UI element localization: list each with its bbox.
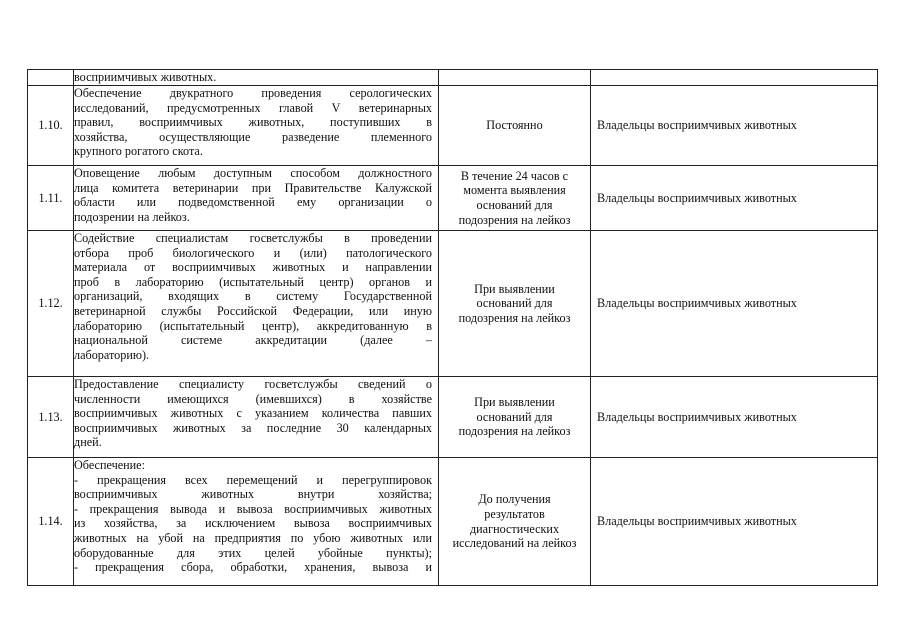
description-line: - прекращения сбора, обработки, хранения, вывоза и	[74, 560, 432, 575]
measure-description	[74, 377, 439, 458]
description-line: лабораторию (испытательный центр), аккредитованную в	[74, 318, 432, 333]
description-line: лабораторию).	[74, 347, 150, 362]
table-row	[28, 377, 878, 458]
description-line: подозрении на лейкоз.	[74, 209, 190, 224]
item-number: 1.10.	[28, 86, 74, 166]
description-line: восприимчивых животных с указанием количества павших	[74, 406, 432, 421]
description-line: ветеринарной службы Российской Федерации, или иную	[74, 303, 432, 318]
description-line: правил, восприимчивых животных, поступивших в	[74, 115, 432, 130]
execution-term: В течение 24 часов с момента выявления оснований для подозрения на лейкоз	[439, 166, 591, 231]
description-line: Предоставление специалисту госветслужбы сведений о	[74, 377, 432, 391]
item-number: 1.13.	[28, 377, 74, 458]
responsible-party	[591, 70, 878, 86]
execution-term: До получения результатов диагностических исследований на лейкоз	[439, 458, 591, 586]
description-line: из хозяйства, за исключением вывоза восприимчивых	[74, 516, 432, 531]
table-body	[28, 70, 878, 586]
description-line: Содействие специалистам госветслужбы в проведении	[74, 231, 432, 245]
responsible-party: Владельцы восприимчивых животных	[591, 166, 878, 231]
measure-description	[74, 86, 439, 166]
description-line: области или подведомственной ему организации о	[74, 195, 432, 210]
description-line: Оповещение любым доступным способом должностного	[74, 166, 432, 180]
description-line: восприимчивых животных.	[74, 70, 217, 84]
description-line: численности имеющихся (имевшихся) в хозяйстве	[74, 391, 432, 406]
item-number	[28, 70, 74, 86]
description-line: животных на убой на предприятия по убою животных или	[74, 530, 432, 545]
description-line: хозяйства, осуществляющие разведение племенного	[74, 129, 432, 144]
measure-description	[74, 231, 439, 377]
table-row	[28, 86, 878, 166]
description-line: национальной системе аккредитации (далее –	[74, 333, 432, 348]
responsible-party: Владельцы восприимчивых животных	[591, 377, 878, 458]
description-line: проб в лабораторию (испытательный центр) органов и	[74, 274, 432, 289]
description-line: Обеспечение:	[74, 458, 145, 472]
execution-term	[439, 70, 591, 86]
description-line: организаций, входящих в систему Государственной	[74, 289, 432, 304]
description-line: дней.	[74, 435, 102, 450]
description-line: лица комитета ветеринарии при Правительстве Калужской	[74, 180, 432, 195]
measures-table	[27, 69, 878, 586]
description-line: - прекращения вывода и вывоза восприимчивых животных	[74, 501, 432, 516]
item-number: 1.11.	[28, 166, 74, 231]
description-line: восприимчивых животных внутри хозяйства;	[74, 487, 432, 502]
item-number: 1.12.	[28, 231, 74, 377]
description-line: материала от восприимчивых животных и направлении	[74, 260, 432, 275]
responsible-party: Владельцы восприимчивых животных	[591, 231, 878, 377]
description-line: - прекращения всех перемещений и перегруппировок	[74, 472, 432, 487]
responsible-party: Владельцы восприимчивых животных	[591, 458, 878, 586]
description-line: восприимчивых животных за последние 30 календарных	[74, 420, 432, 435]
description-line: исследований, предусмотренных главой V ветеринарных	[74, 100, 432, 115]
execution-term: Постоянно	[439, 86, 591, 166]
responsible-party: Владельцы восприимчивых животных	[591, 86, 878, 166]
table-row	[28, 458, 878, 586]
measure-description	[74, 458, 439, 586]
execution-term: При выявлении оснований для подозрения на лейкоз	[439, 231, 591, 377]
measure-description	[74, 166, 439, 231]
description-line: отбора проб биологического и (или) патологического	[74, 245, 432, 260]
description-line: Обеспечение двукратного проведения серологических	[74, 86, 432, 100]
table-row	[28, 166, 878, 231]
description-line: оборудованные для этих целей убойные пункты);	[74, 545, 432, 560]
measure-description	[74, 70, 439, 86]
table-row	[28, 70, 878, 86]
item-number: 1.14.	[28, 458, 74, 586]
execution-term: При выявлении оснований для подозрения на лейкоз	[439, 377, 591, 458]
description-line: крупного рогатого скота.	[74, 144, 203, 159]
table-row	[28, 231, 878, 377]
